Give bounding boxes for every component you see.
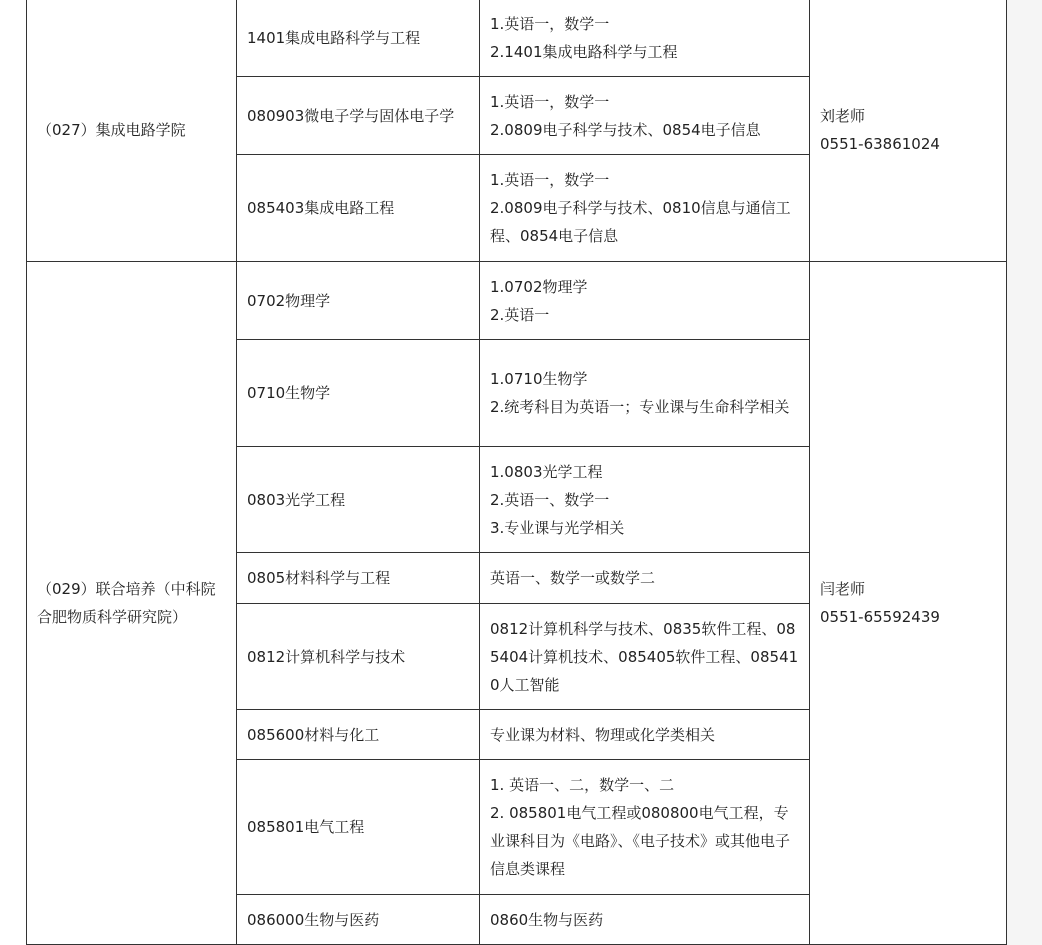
- window-edge-strip: [1006, 0, 1042, 945]
- table-row: [27, 0, 1007, 77]
- contact-name: 闫老师: [820, 580, 866, 598]
- requirement-line: 0812计算机科学与技术、0835软件工程、085404计算机技术、085405软件工程、085410人工智能: [490, 619, 799, 694]
- major-cell: [237, 895, 480, 945]
- contact-phone: 0551-65592439: [820, 608, 940, 626]
- college-name: （027）集成电路学院: [37, 121, 186, 139]
- major-cell: [237, 340, 480, 447]
- contact-cell: [810, 262, 1007, 945]
- requirement-line: 英语一、数学一或数学二: [490, 569, 656, 587]
- major-cell: [237, 447, 480, 553]
- major-name: 085403集成电路工程: [247, 199, 395, 217]
- requirement-line: 2. 085801电气工程或080800电气工程，专业课科目为《电路》、《电子技术》或其他电子信息类课程: [490, 804, 791, 878]
- requirement-line: 2.0809电子科学与技术、0810信息与通信工程、0854电子信息: [490, 199, 791, 245]
- requirements-cell: [480, 340, 810, 447]
- contact-cell: [810, 0, 1007, 262]
- major-cell: [237, 0, 480, 77]
- major-name: 1401集成电路科学与工程: [247, 28, 421, 47]
- requirement-line: 2.1401集成电路科学与工程: [490, 42, 678, 61]
- admissions-table: [26, 0, 1007, 945]
- contact-phone: 0551-63861024: [820, 135, 940, 153]
- major-name: 085801电气工程: [247, 818, 365, 836]
- college-cell: [27, 0, 237, 262]
- major-name: 0812计算机科学与技术: [247, 647, 406, 666]
- major-name: 0803光学工程: [247, 490, 346, 509]
- requirement-line: 1. 英语一、二，数学一、二: [490, 776, 675, 794]
- requirement-line: 1.0803光学工程: [490, 462, 603, 481]
- requirement-line: 0860生物与医药: [490, 910, 604, 929]
- table-row: [27, 262, 1007, 340]
- requirement-line: 1.英语一，数学一: [490, 92, 610, 111]
- major-name: 086000生物与医药: [247, 910, 380, 929]
- requirements-cell: [480, 0, 810, 77]
- requirements-cell: [480, 760, 810, 895]
- requirement-line: 专业课为材料、物理或化学类相关: [490, 725, 716, 744]
- requirement-line: 2.0809电子科学与技术、0854电子信息: [490, 120, 761, 139]
- requirement-line: 1.0710生物学: [490, 370, 588, 388]
- requirement-line: 2.统考科目为英语一；专业课与生命科学相关: [490, 398, 790, 416]
- major-cell: [237, 760, 480, 895]
- major-cell: [237, 262, 480, 340]
- major-name: 085600材料与化工: [247, 725, 380, 744]
- requirement-line: 1.0702物理学: [490, 277, 588, 296]
- major-cell: [237, 77, 480, 155]
- college-name: （029）联合培养（中科院合肥物质科学研究院）: [37, 580, 216, 626]
- requirements-cell: [480, 604, 810, 710]
- contact-name: 刘老师: [820, 107, 866, 125]
- major-cell: [237, 553, 480, 604]
- requirement-line: 3.专业课与光学相关: [490, 518, 625, 537]
- requirements-cell: [480, 710, 810, 760]
- requirements-cell: [480, 262, 810, 340]
- major-name: 0702物理学: [247, 291, 331, 310]
- major-cell: [237, 155, 480, 262]
- requirements-cell: [480, 895, 810, 945]
- requirement-line: 2.英语一、数学一: [490, 490, 610, 509]
- requirement-line: 1.英语一，数学一: [490, 14, 610, 33]
- requirements-cell: [480, 553, 810, 604]
- college-cell: [27, 262, 237, 945]
- requirements-cell: [480, 155, 810, 262]
- requirements-cell: [480, 447, 810, 553]
- requirement-line: 2.英语一: [490, 305, 550, 324]
- major-name: 0710生物学: [247, 384, 331, 402]
- major-cell: [237, 604, 480, 710]
- major-name: 080903微电子学与固体电子学: [247, 106, 455, 125]
- requirements-cell: [480, 77, 810, 155]
- requirement-line: 1.英语一，数学一: [490, 171, 610, 189]
- major-name: 0805材料科学与工程: [247, 569, 391, 587]
- major-cell: [237, 710, 480, 760]
